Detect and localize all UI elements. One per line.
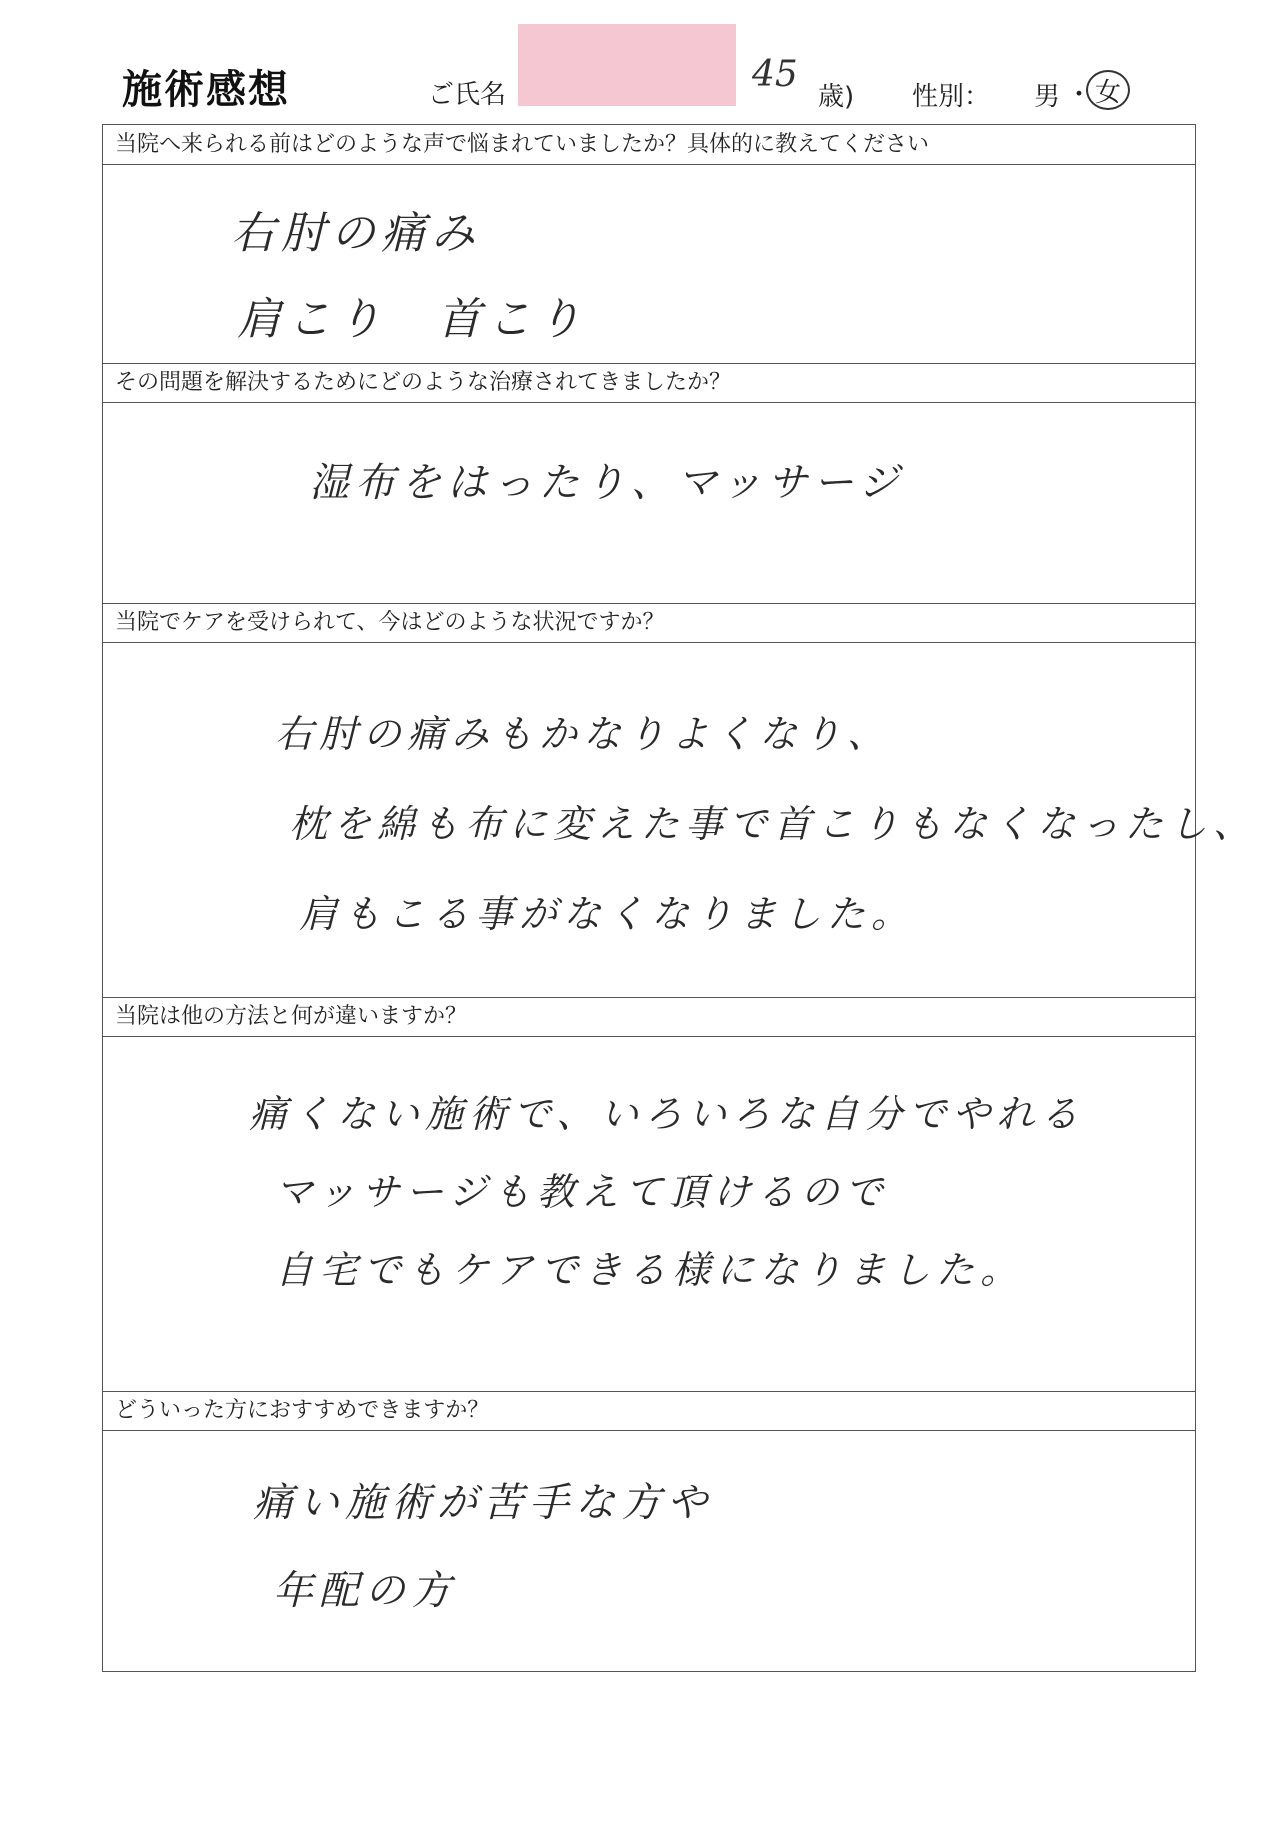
question-1: 当院へ来られる前はどのような声で悩まれていましたか？具体的に教えてください: [103, 125, 1195, 165]
answer-3-line-3: 肩もこる事がなくなりました。: [299, 892, 916, 936]
answer-1-line-2: 肩こり 首こり: [237, 294, 587, 345]
question-4: 当院は他の方法と何が違いますか？: [103, 997, 1195, 1037]
name-label: ご氏名: [428, 80, 507, 110]
gender-male: 男: [1034, 82, 1061, 112]
answer-4-line-1: 痛くない施術で、いろいろな自分でやれる: [249, 1092, 1085, 1136]
answer-1-line-1: 右肘の痛み: [231, 208, 481, 259]
gender-separator: ・: [1066, 80, 1093, 110]
answer-3-line-2: 枕を綿も布に変えた事で首こりもなくなったし、: [289, 802, 1258, 846]
answer-5-line-1: 痛い施術が苦手な方や: [253, 1480, 713, 1526]
answer-5-line-2: 年配の方: [273, 1568, 457, 1614]
answer-4-line-3: 自宅でもケアできる様になりました。: [275, 1248, 1025, 1292]
answer-2-line-1: 湿布をはったり、マッサージ: [309, 460, 905, 506]
age-value: 45: [752, 54, 798, 95]
form-title: 施術感想: [122, 67, 290, 113]
gender-female-circled: 女: [1086, 70, 1130, 110]
question-5: どういった方におすすめできますか？: [103, 1391, 1195, 1431]
age-label: 歳): [818, 82, 855, 112]
form-table: [102, 124, 1258, 1672]
gender-label: 性別：: [912, 82, 991, 112]
answer-3-line-1: 右肘の痛みもかなりよくなり、: [275, 712, 892, 756]
answer-4-line-2: マッサージも教えて頂けるので: [275, 1170, 889, 1214]
question-2: その問題を解決するためにどのような治療されてきましたか？: [103, 363, 1195, 403]
name-redaction: [518, 24, 736, 106]
question-3: 当院でケアを受けられて、今はどのような状況ですか？: [103, 603, 1195, 643]
